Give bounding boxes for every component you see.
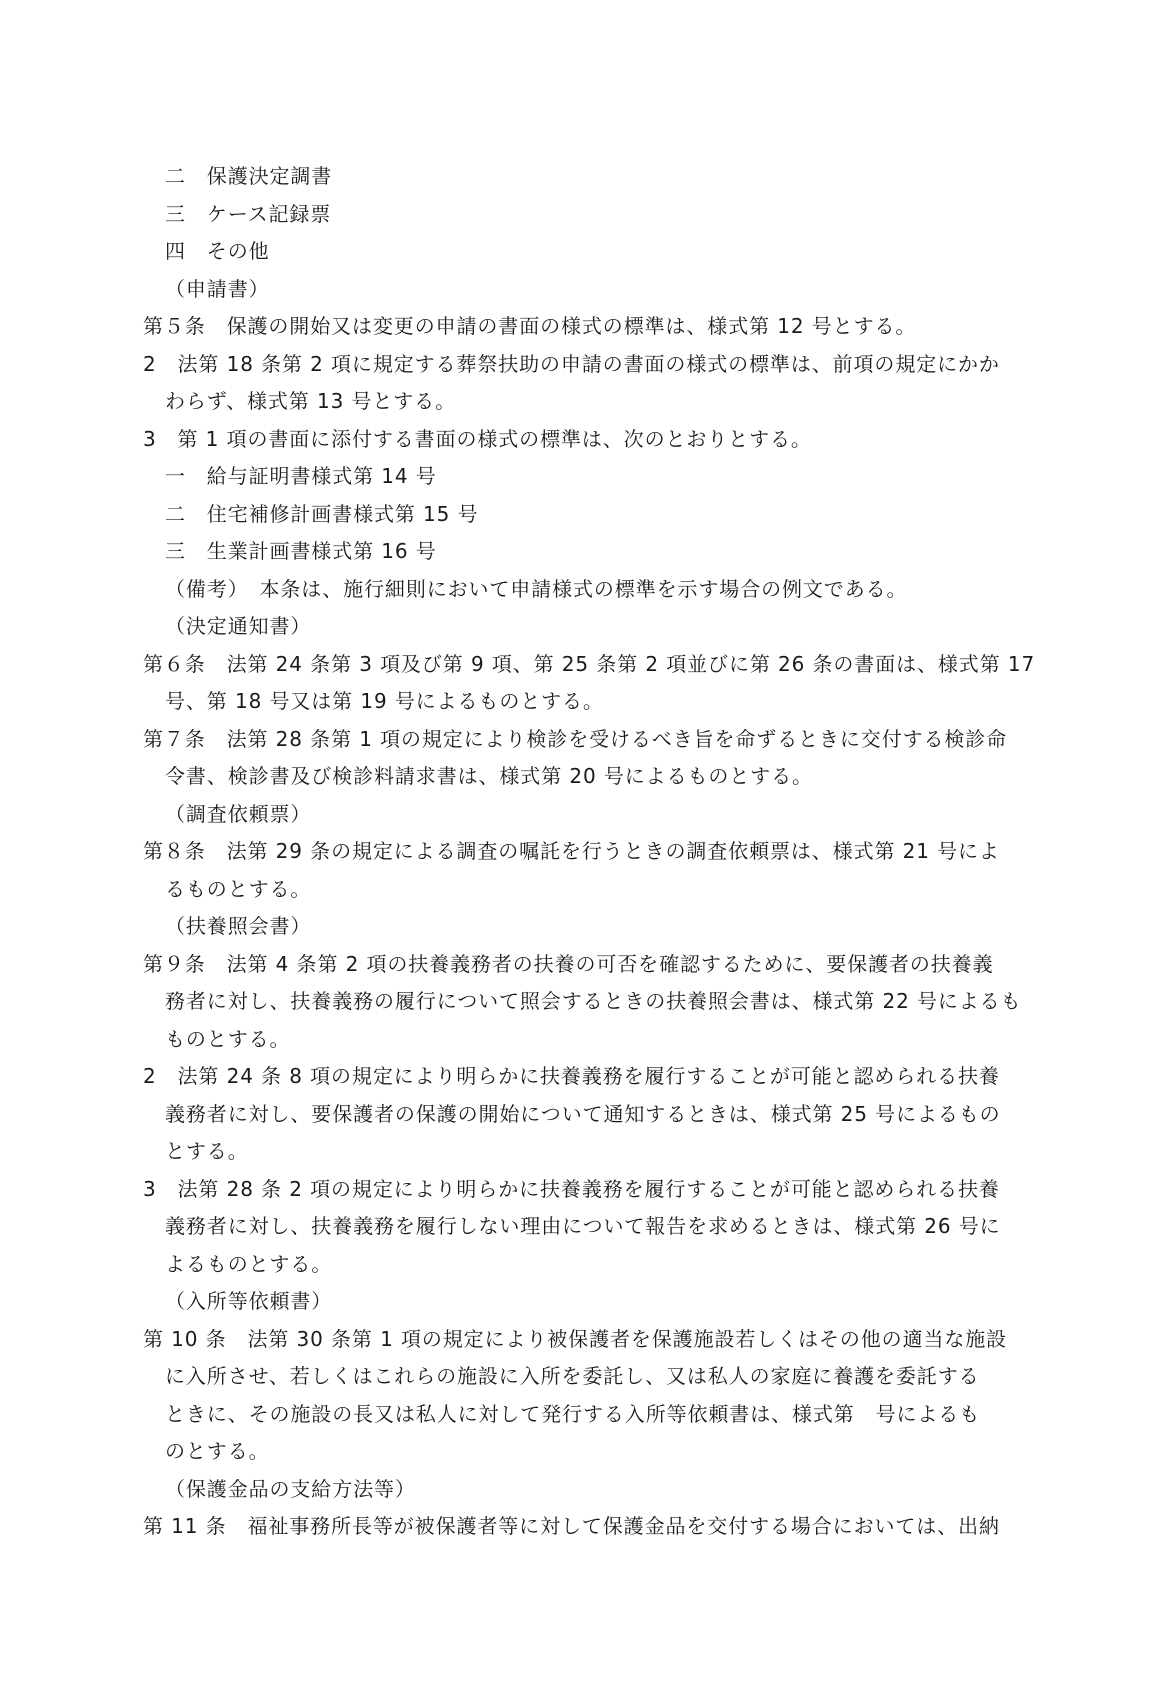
continuation-line: 義務者に対し、扶養義務を履行しない理由について報告を求めるときは、様式第 26 号に <box>165 1214 1001 1238</box>
paragraph-line: 3 法第 28 条 2 項の規定により明らかに扶養義務を履行することが可能と認められる扶養 <box>143 1176 1000 1201</box>
list-item: 二 住宅補修計画書様式第 15 号 <box>165 501 479 526</box>
text-line: 三 ケース記録票 <box>165 201 332 226</box>
section-heading: （保護金品の支給方法等） <box>165 1476 416 1501</box>
article-line: 第 11 条 福祉事務所長等が被保護者等に対して保護金品を交付する場合においては、出納 <box>143 1514 1000 1538</box>
article-line: 第 10 条 法第 30 条第 1 項の規定により被保護者を保護施設若しくはその他の適当な施設 <box>143 1326 1008 1351</box>
section-heading: （調査依頼票） <box>165 801 312 826</box>
paragraph-line: 3 第 1 項の書面に添付する書面の様式の標準は、次のとおりとする。 <box>143 426 812 451</box>
article-line: 第７条 法第 28 条第 1 項の規定により検診を受けるべき旨を命ずるときに交付する検診命 <box>143 726 1008 751</box>
continuation-line: 務者に対し、扶養義務の履行について照会するときの扶養照会書は、様式第 22 号によるも <box>165 989 1022 1013</box>
continuation-line: のとする。 <box>165 1439 270 1463</box>
text-line: 二 保護決定調書 <box>165 164 333 188</box>
paragraph-line: 2 法第 24 条 8 項の規定により明らかに扶養義務を履行することが可能と認められる扶養 <box>143 1064 1000 1088</box>
text-line: 四 その他 <box>165 239 270 263</box>
continuation-line: に入所させ、若しくはこれらの施設に入所を委託し、又は私人の家庭に養護を委託する <box>165 1364 980 1388</box>
list-item: 三 生業計画書様式第 16 号 <box>165 539 437 563</box>
remark-line: （備考） 本条は、施行細則において申請様式の標準を示す場合の例文である。 <box>165 576 908 601</box>
continuation-line: 義務者に対し、要保護者の保護の開始について通知するときは、様式第 25 号によるもの <box>165 1101 1001 1126</box>
section-heading: （決定通知書） <box>165 614 312 638</box>
article-line: 第８条 法第 29 条の規定による調査の嘱託を行うときの調査依頼票は、様式第 21 号によ <box>143 839 1000 863</box>
continuation-line: よるものとする。 <box>165 1251 333 1276</box>
continuation-line: ときに、その施設の長又は私人に対して発行する入所等依頼書は、様式第 号によるも <box>165 1401 981 1426</box>
continuation-line: わらず、様式第 13 号とする。 <box>165 389 456 413</box>
continuation-line: とする。 <box>165 1139 249 1163</box>
article-line: 第６条 法第 24 条第 3 項及び第 9 項、第 25 条第 2 項並びに第 26 条の書面は、様式第 17 <box>143 651 1036 676</box>
section-heading: （入所等依頼書） <box>165 1289 333 1313</box>
article-line: 第９条 法第 4 条第 2 項の扶養義務者の扶養の可否を確認するために、要保護者の扶養義 <box>143 951 994 976</box>
continuation-line: 号、第 18 号又は第 19 号によるものとする。 <box>165 689 604 713</box>
article-line: 第５条 保護の開始又は変更の申請の書面の様式の標準は、様式第 12 号とする。 <box>143 314 917 338</box>
document-body <box>143 158 1036 1546</box>
paragraph-line: 2 法第 18 条第 2 項に規定する葬祭扶助の申請の書面の様式の標準は、前項の規定にかか <box>143 351 1000 376</box>
section-heading: （扶養照会書） <box>165 914 312 938</box>
continuation-line: ものとする。 <box>165 1026 291 1051</box>
continuation-line: 令書、検診書及び検診料請求書は、様式第 20 号によるものとする。 <box>165 764 813 788</box>
continuation-line: るものとする。 <box>165 876 312 901</box>
section-heading: （申請書） <box>165 276 270 301</box>
list-item: 一 給与証明書様式第 14 号 <box>165 464 437 488</box>
